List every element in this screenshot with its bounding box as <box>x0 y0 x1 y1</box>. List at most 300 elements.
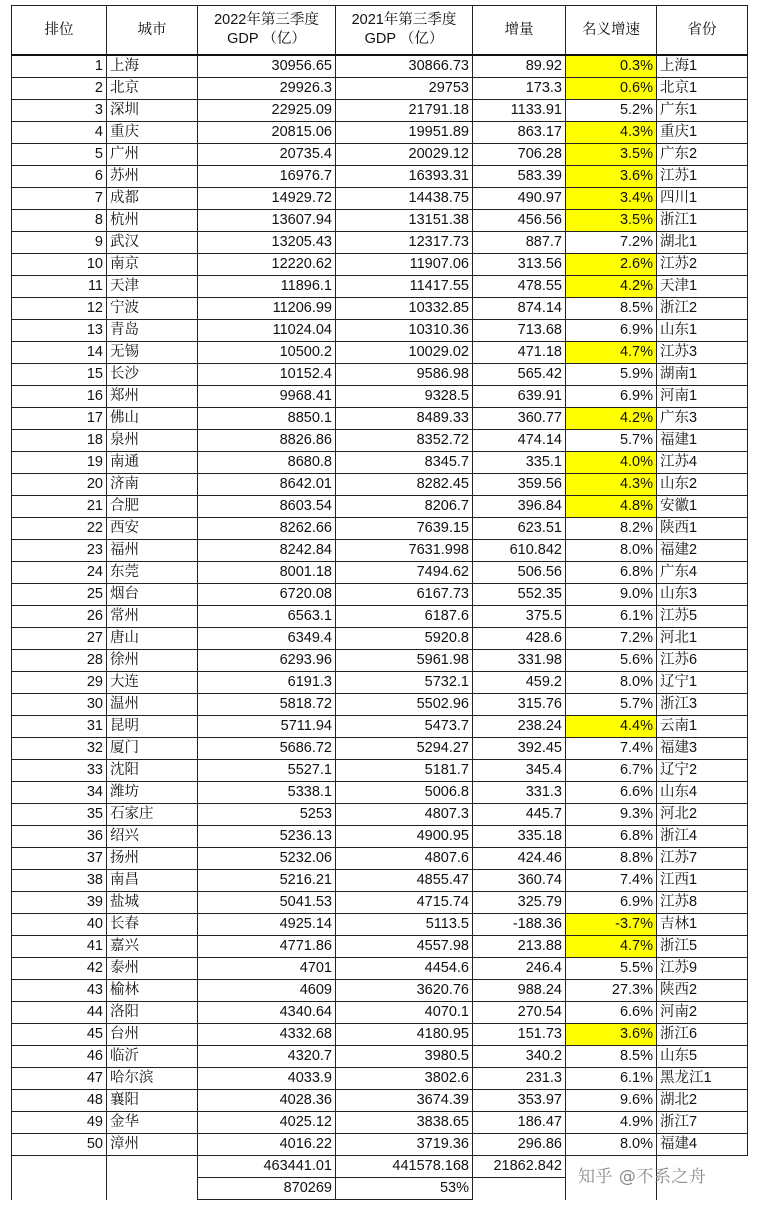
province-cell[interactable]: 湖北2 <box>657 1090 748 1112</box>
growth-rate-cell[interactable]: 6.1% <box>566 1068 657 1090</box>
increase-cell[interactable]: 396.84 <box>473 496 566 518</box>
province-cell[interactable]: 四川1 <box>657 188 748 210</box>
city-cell[interactable]: 杭州 <box>107 210 198 232</box>
rank-cell[interactable]: 41 <box>12 936 107 958</box>
increase-cell[interactable]: 238.24 <box>473 716 566 738</box>
gdp-2021-cell[interactable]: 29753 <box>336 78 473 100</box>
gdp-2021-cell[interactable]: 5181.7 <box>336 760 473 782</box>
increase-cell[interactable]: 231.3 <box>473 1068 566 1090</box>
gdp-2021-cell[interactable]: 7631.998 <box>336 540 473 562</box>
rank-cell[interactable]: 43 <box>12 980 107 1002</box>
growth-rate-cell[interactable]: 8.0% <box>566 540 657 562</box>
increase-cell[interactable]: 478.55 <box>473 276 566 298</box>
growth-rate-cell[interactable]: 5.5% <box>566 958 657 980</box>
growth-rate-cell[interactable]: 6.9% <box>566 386 657 408</box>
city-cell[interactable]: 南通 <box>107 452 198 474</box>
province-cell[interactable]: 广东1 <box>657 100 748 122</box>
province-cell[interactable]: 江西1 <box>657 870 748 892</box>
increase-cell[interactable]: 246.4 <box>473 958 566 980</box>
growth-rate-cell[interactable]: 6.9% <box>566 320 657 342</box>
growth-rate-cell[interactable]: 8.0% <box>566 672 657 694</box>
city-cell[interactable]: 郑州 <box>107 386 198 408</box>
increase-cell[interactable]: 490.97 <box>473 188 566 210</box>
city-cell[interactable]: 北京 <box>107 78 198 100</box>
increase-cell[interactable]: 583.39 <box>473 166 566 188</box>
province-cell[interactable]: 江苏2 <box>657 254 748 276</box>
growth-rate-cell[interactable]: 8.5% <box>566 298 657 320</box>
province-cell[interactable]: 天津1 <box>657 276 748 298</box>
province-cell[interactable]: 江苏5 <box>657 606 748 628</box>
increase-cell[interactable]: 565.42 <box>473 364 566 386</box>
total-gdp-2022[interactable]: 463441.01 <box>198 1156 336 1178</box>
rank-cell[interactable]: 8 <box>12 210 107 232</box>
totals-growth-cell[interactable] <box>566 1156 657 1178</box>
growth-rate-cell[interactable]: 2.6% <box>566 254 657 276</box>
province-cell[interactable]: 上海1 <box>657 55 748 78</box>
province-cell[interactable]: 福建1 <box>657 430 748 452</box>
gdp-2022-cell[interactable]: 4340.64 <box>198 1002 336 1024</box>
city-cell[interactable]: 石家庄 <box>107 804 198 826</box>
gdp-2022-cell[interactable]: 30956.65 <box>198 55 336 78</box>
growth-rate-cell[interactable]: 7.4% <box>566 870 657 892</box>
gdp-2022-cell[interactable]: 4028.36 <box>198 1090 336 1112</box>
province-cell[interactable]: 江苏7 <box>657 848 748 870</box>
gdp-2022-cell[interactable]: 8242.84 <box>198 540 336 562</box>
rank-cell[interactable]: 46 <box>12 1046 107 1068</box>
growth-rate-cell[interactable]: 5.7% <box>566 430 657 452</box>
province-cell[interactable]: 广东2 <box>657 144 748 166</box>
total-increase[interactable]: 21862.842 <box>473 1156 566 1178</box>
province-cell[interactable]: 浙江2 <box>657 298 748 320</box>
rank-cell[interactable]: 15 <box>12 364 107 386</box>
increase-cell[interactable]: 296.86 <box>473 1134 566 1156</box>
province-cell[interactable]: 辽宁2 <box>657 760 748 782</box>
growth-rate-cell[interactable]: 6.9% <box>566 892 657 914</box>
growth-rate-cell[interactable]: 9.6% <box>566 1090 657 1112</box>
province-cell[interactable]: 江苏8 <box>657 892 748 914</box>
city-cell[interactable]: 徐州 <box>107 650 198 672</box>
province-cell[interactable]: 浙江4 <box>657 826 748 848</box>
gdp-2021-cell[interactable]: 6167.73 <box>336 584 473 606</box>
growth-rate-cell[interactable]: 5.6% <box>566 650 657 672</box>
header-growth-rate[interactable]: 名义增速 <box>566 6 657 56</box>
growth-rate-cell[interactable]: 0.3% <box>566 55 657 78</box>
gdp-2021-cell[interactable]: 4807.3 <box>336 804 473 826</box>
rank-cell[interactable]: 25 <box>12 584 107 606</box>
gdp-2021-cell[interactable]: 13151.38 <box>336 210 473 232</box>
increase-cell[interactable]: 863.17 <box>473 122 566 144</box>
gdp-2022-cell[interactable]: 8001.18 <box>198 562 336 584</box>
growth-rate-cell[interactable]: 9.0% <box>566 584 657 606</box>
rank-cell[interactable]: 38 <box>12 870 107 892</box>
extra-growth-cell[interactable] <box>566 1178 657 1200</box>
totals-city-cell[interactable] <box>107 1156 198 1178</box>
gdp-2021-cell[interactable]: 4180.95 <box>336 1024 473 1046</box>
province-cell[interactable]: 福建4 <box>657 1134 748 1156</box>
increase-cell[interactable]: 359.56 <box>473 474 566 496</box>
gdp-2021-cell[interactable]: 5920.8 <box>336 628 473 650</box>
city-cell[interactable]: 无锡 <box>107 342 198 364</box>
gdp-2022-cell[interactable]: 8680.8 <box>198 452 336 474</box>
increase-cell[interactable]: 610.842 <box>473 540 566 562</box>
increase-cell[interactable]: -188.36 <box>473 914 566 936</box>
header-rank[interactable]: 排位 <box>12 6 107 56</box>
gdp-2022-cell[interactable]: 6349.4 <box>198 628 336 650</box>
gdp-2021-cell[interactable]: 5006.8 <box>336 782 473 804</box>
growth-rate-cell[interactable]: 6.1% <box>566 606 657 628</box>
growth-rate-cell[interactable]: 4.4% <box>566 716 657 738</box>
gdp-2022-cell[interactable]: 8603.54 <box>198 496 336 518</box>
growth-rate-cell[interactable]: 3.4% <box>566 188 657 210</box>
gdp-2022-cell[interactable]: 4025.12 <box>198 1112 336 1134</box>
rank-cell[interactable]: 40 <box>12 914 107 936</box>
province-cell[interactable]: 福建2 <box>657 540 748 562</box>
province-cell[interactable]: 江苏3 <box>657 342 748 364</box>
gdp-2022-cell[interactable]: 14929.72 <box>198 188 336 210</box>
rank-cell[interactable]: 3 <box>12 100 107 122</box>
gdp-2021-cell[interactable]: 3719.36 <box>336 1134 473 1156</box>
growth-rate-cell[interactable]: 8.2% <box>566 518 657 540</box>
gdp-2021-cell[interactable]: 6187.6 <box>336 606 473 628</box>
growth-rate-cell[interactable]: 4.2% <box>566 276 657 298</box>
gdp-2022-cell[interactable]: 6293.96 <box>198 650 336 672</box>
rank-cell[interactable]: 10 <box>12 254 107 276</box>
extra-rank-cell[interactable] <box>12 1178 107 1200</box>
city-cell[interactable]: 南京 <box>107 254 198 276</box>
province-cell[interactable]: 黑龙江1 <box>657 1068 748 1090</box>
gdp-2021-cell[interactable]: 20029.12 <box>336 144 473 166</box>
header-gdp-2021[interactable]: 2021年第三季度 GDP （亿） <box>336 6 473 56</box>
province-cell[interactable]: 浙江6 <box>657 1024 748 1046</box>
gdp-2022-cell[interactable]: 6563.1 <box>198 606 336 628</box>
rank-cell[interactable]: 17 <box>12 408 107 430</box>
city-cell[interactable]: 台州 <box>107 1024 198 1046</box>
gdp-2022-cell[interactable]: 5041.53 <box>198 892 336 914</box>
gdp-2021-cell[interactable]: 4557.98 <box>336 936 473 958</box>
province-cell[interactable]: 北京1 <box>657 78 748 100</box>
increase-cell[interactable]: 887.7 <box>473 232 566 254</box>
rank-cell[interactable]: 13 <box>12 320 107 342</box>
increase-cell[interactable]: 639.91 <box>473 386 566 408</box>
gdp-2021-cell[interactable]: 10310.36 <box>336 320 473 342</box>
province-cell[interactable]: 河北2 <box>657 804 748 826</box>
growth-rate-cell[interactable]: 6.6% <box>566 1002 657 1024</box>
increase-cell[interactable]: 713.68 <box>473 320 566 342</box>
gdp-2021-cell[interactable]: 4070.1 <box>336 1002 473 1024</box>
totals-rank-cell[interactable] <box>12 1156 107 1178</box>
rank-cell[interactable]: 39 <box>12 892 107 914</box>
gdp-2022-cell[interactable]: 4332.68 <box>198 1024 336 1046</box>
province-cell[interactable]: 重庆1 <box>657 122 748 144</box>
gdp-2022-cell[interactable]: 4925.14 <box>198 914 336 936</box>
gdp-2021-cell[interactable]: 8206.7 <box>336 496 473 518</box>
city-cell[interactable]: 长春 <box>107 914 198 936</box>
gdp-2021-cell[interactable]: 14438.75 <box>336 188 473 210</box>
gdp-2021-cell[interactable]: 21791.18 <box>336 100 473 122</box>
rank-cell[interactable]: 32 <box>12 738 107 760</box>
gdp-2021-cell[interactable]: 5473.7 <box>336 716 473 738</box>
city-cell[interactable]: 佛山 <box>107 408 198 430</box>
rank-cell[interactable]: 14 <box>12 342 107 364</box>
gdp-2021-cell[interactable]: 3620.76 <box>336 980 473 1002</box>
gdp-2022-cell[interactable]: 4016.22 <box>198 1134 336 1156</box>
increase-cell[interactable]: 360.77 <box>473 408 566 430</box>
increase-cell[interactable]: 988.24 <box>473 980 566 1002</box>
increase-cell[interactable]: 474.14 <box>473 430 566 452</box>
rank-cell[interactable]: 42 <box>12 958 107 980</box>
growth-rate-cell[interactable]: 4.9% <box>566 1112 657 1134</box>
gdp-2022-cell[interactable]: 8850.1 <box>198 408 336 430</box>
rank-cell[interactable]: 2 <box>12 78 107 100</box>
increase-cell[interactable]: 552.35 <box>473 584 566 606</box>
growth-rate-cell[interactable]: 7.2% <box>566 628 657 650</box>
growth-rate-cell[interactable]: 6.7% <box>566 760 657 782</box>
gdp-2022-cell[interactable]: 13205.43 <box>198 232 336 254</box>
city-cell[interactable]: 扬州 <box>107 848 198 870</box>
rank-cell[interactable]: 18 <box>12 430 107 452</box>
gdp-2022-cell[interactable]: 20815.06 <box>198 122 336 144</box>
gdp-2022-cell[interactable]: 11896.1 <box>198 276 336 298</box>
city-cell[interactable]: 漳州 <box>107 1134 198 1156</box>
gdp-2021-cell[interactable]: 12317.73 <box>336 232 473 254</box>
growth-rate-cell[interactable]: 8.5% <box>566 1046 657 1068</box>
rank-cell[interactable]: 7 <box>12 188 107 210</box>
increase-cell[interactable]: 325.79 <box>473 892 566 914</box>
extra-increase-cell[interactable] <box>473 1178 566 1200</box>
gdp-2022-cell[interactable]: 5527.1 <box>198 760 336 782</box>
increase-cell[interactable]: 173.3 <box>473 78 566 100</box>
gdp-2021-cell[interactable]: 8282.45 <box>336 474 473 496</box>
header-city[interactable]: 城市 <box>107 6 198 56</box>
increase-cell[interactable]: 375.5 <box>473 606 566 628</box>
rank-cell[interactable]: 33 <box>12 760 107 782</box>
gdp-2022-cell[interactable]: 8642.01 <box>198 474 336 496</box>
gdp-2021-cell[interactable]: 8345.7 <box>336 452 473 474</box>
province-cell[interactable]: 浙江5 <box>657 936 748 958</box>
gdp-2022-cell[interactable]: 11024.04 <box>198 320 336 342</box>
gdp-2022-cell[interactable]: 6191.3 <box>198 672 336 694</box>
province-cell[interactable]: 江苏6 <box>657 650 748 672</box>
growth-rate-cell[interactable]: 4.3% <box>566 474 657 496</box>
extra-percent-cell[interactable]: 53% <box>336 1178 473 1200</box>
province-cell[interactable]: 山东1 <box>657 320 748 342</box>
rank-cell[interactable]: 21 <box>12 496 107 518</box>
extra-city-cell[interactable] <box>107 1178 198 1200</box>
gdp-2022-cell[interactable]: 5338.1 <box>198 782 336 804</box>
growth-rate-cell[interactable]: 5.2% <box>566 100 657 122</box>
total-gdp-2021[interactable]: 441578.168 <box>336 1156 473 1178</box>
extra-value-cell[interactable]: 870269 <box>198 1178 336 1200</box>
gdp-2021-cell[interactable]: 4454.6 <box>336 958 473 980</box>
rank-cell[interactable]: 35 <box>12 804 107 826</box>
increase-cell[interactable]: 424.46 <box>473 848 566 870</box>
rank-cell[interactable]: 23 <box>12 540 107 562</box>
gdp-2021-cell[interactable]: 4715.74 <box>336 892 473 914</box>
rank-cell[interactable]: 24 <box>12 562 107 584</box>
city-cell[interactable]: 昆明 <box>107 716 198 738</box>
rank-cell[interactable]: 30 <box>12 694 107 716</box>
increase-cell[interactable]: 623.51 <box>473 518 566 540</box>
gdp-2021-cell[interactable]: 16393.31 <box>336 166 473 188</box>
gdp-2021-cell[interactable]: 5961.98 <box>336 650 473 672</box>
city-cell[interactable]: 厦门 <box>107 738 198 760</box>
gdp-2022-cell[interactable]: 4320.7 <box>198 1046 336 1068</box>
gdp-2022-cell[interactable]: 20735.4 <box>198 144 336 166</box>
city-cell[interactable]: 合肥 <box>107 496 198 518</box>
rank-cell[interactable]: 49 <box>12 1112 107 1134</box>
gdp-2022-cell[interactable]: 4033.9 <box>198 1068 336 1090</box>
rank-cell[interactable]: 44 <box>12 1002 107 1024</box>
gdp-2021-cell[interactable]: 9586.98 <box>336 364 473 386</box>
province-cell[interactable]: 河北1 <box>657 628 748 650</box>
gdp-2022-cell[interactable]: 5216.21 <box>198 870 336 892</box>
gdp-2021-cell[interactable]: 11907.06 <box>336 254 473 276</box>
province-cell[interactable]: 浙江7 <box>657 1112 748 1134</box>
rank-cell[interactable]: 50 <box>12 1134 107 1156</box>
city-cell[interactable]: 泉州 <box>107 430 198 452</box>
growth-rate-cell[interactable]: 3.6% <box>566 166 657 188</box>
rank-cell[interactable]: 37 <box>12 848 107 870</box>
increase-cell[interactable]: 335.18 <box>473 826 566 848</box>
gdp-2022-cell[interactable]: 8826.86 <box>198 430 336 452</box>
gdp-2022-cell[interactable]: 4771.86 <box>198 936 336 958</box>
province-cell[interactable]: 河南2 <box>657 1002 748 1024</box>
gdp-2022-cell[interactable]: 5232.06 <box>198 848 336 870</box>
increase-cell[interactable]: 151.73 <box>473 1024 566 1046</box>
gdp-2021-cell[interactable]: 30866.73 <box>336 55 473 78</box>
city-cell[interactable]: 唐山 <box>107 628 198 650</box>
city-cell[interactable]: 盐城 <box>107 892 198 914</box>
gdp-2021-cell[interactable]: 5294.27 <box>336 738 473 760</box>
totals-province-cell[interactable] <box>657 1156 748 1178</box>
growth-rate-cell[interactable]: 5.9% <box>566 364 657 386</box>
rank-cell[interactable]: 20 <box>12 474 107 496</box>
province-cell[interactable]: 福建3 <box>657 738 748 760</box>
gdp-2022-cell[interactable]: 12220.62 <box>198 254 336 276</box>
province-cell[interactable]: 山东2 <box>657 474 748 496</box>
increase-cell[interactable]: 345.4 <box>473 760 566 782</box>
province-cell[interactable]: 湖北1 <box>657 232 748 254</box>
city-cell[interactable]: 烟台 <box>107 584 198 606</box>
city-cell[interactable]: 温州 <box>107 694 198 716</box>
increase-cell[interactable]: 340.2 <box>473 1046 566 1068</box>
growth-rate-cell[interactable]: 9.3% <box>566 804 657 826</box>
growth-rate-cell[interactable]: 27.3% <box>566 980 657 1002</box>
city-cell[interactable]: 东莞 <box>107 562 198 584</box>
city-cell[interactable]: 成都 <box>107 188 198 210</box>
increase-cell[interactable]: 456.56 <box>473 210 566 232</box>
gdp-2022-cell[interactable]: 6720.08 <box>198 584 336 606</box>
city-cell[interactable]: 临沂 <box>107 1046 198 1068</box>
growth-rate-cell[interactable]: 4.7% <box>566 936 657 958</box>
increase-cell[interactable]: 428.6 <box>473 628 566 650</box>
city-cell[interactable]: 沈阳 <box>107 760 198 782</box>
gdp-2022-cell[interactable]: 5818.72 <box>198 694 336 716</box>
gdp-2021-cell[interactable]: 10029.02 <box>336 342 473 364</box>
city-cell[interactable]: 重庆 <box>107 122 198 144</box>
city-cell[interactable]: 青岛 <box>107 320 198 342</box>
gdp-2021-cell[interactable]: 5502.96 <box>336 694 473 716</box>
city-cell[interactable]: 福州 <box>107 540 198 562</box>
city-cell[interactable]: 常州 <box>107 606 198 628</box>
province-cell[interactable]: 云南1 <box>657 716 748 738</box>
city-cell[interactable]: 泰州 <box>107 958 198 980</box>
province-cell[interactable]: 广东4 <box>657 562 748 584</box>
growth-rate-cell[interactable]: 8.0% <box>566 1134 657 1156</box>
province-cell[interactable]: 山东5 <box>657 1046 748 1068</box>
growth-rate-cell[interactable]: 6.8% <box>566 562 657 584</box>
increase-cell[interactable]: 445.7 <box>473 804 566 826</box>
gdp-2022-cell[interactable]: 16976.7 <box>198 166 336 188</box>
gdp-2021-cell[interactable]: 4807.6 <box>336 848 473 870</box>
rank-cell[interactable]: 1 <box>12 55 107 78</box>
gdp-2022-cell[interactable]: 11206.99 <box>198 298 336 320</box>
gdp-2021-cell[interactable]: 8352.72 <box>336 430 473 452</box>
province-cell[interactable]: 山东4 <box>657 782 748 804</box>
rank-cell[interactable]: 11 <box>12 276 107 298</box>
city-cell[interactable]: 榆林 <box>107 980 198 1002</box>
increase-cell[interactable]: 360.74 <box>473 870 566 892</box>
rank-cell[interactable]: 22 <box>12 518 107 540</box>
province-cell[interactable]: 陕西1 <box>657 518 748 540</box>
rank-cell[interactable]: 6 <box>12 166 107 188</box>
growth-rate-cell[interactable]: 4.3% <box>566 122 657 144</box>
rank-cell[interactable]: 28 <box>12 650 107 672</box>
growth-rate-cell[interactable]: 4.7% <box>566 342 657 364</box>
gdp-2022-cell[interactable]: 5711.94 <box>198 716 336 738</box>
rank-cell[interactable]: 26 <box>12 606 107 628</box>
increase-cell[interactable]: 706.28 <box>473 144 566 166</box>
city-cell[interactable]: 天津 <box>107 276 198 298</box>
growth-rate-cell[interactable]: -3.7% <box>566 914 657 936</box>
rank-cell[interactable]: 9 <box>12 232 107 254</box>
gdp-2022-cell[interactable]: 5686.72 <box>198 738 336 760</box>
province-cell[interactable]: 江苏1 <box>657 166 748 188</box>
gdp-2022-cell[interactable]: 5236.13 <box>198 826 336 848</box>
gdp-2022-cell[interactable]: 5253 <box>198 804 336 826</box>
city-cell[interactable]: 宁波 <box>107 298 198 320</box>
growth-rate-cell[interactable]: 3.5% <box>566 144 657 166</box>
gdp-2022-cell[interactable]: 10500.2 <box>198 342 336 364</box>
growth-rate-cell[interactable]: 4.8% <box>566 496 657 518</box>
increase-cell[interactable]: 213.88 <box>473 936 566 958</box>
city-cell[interactable]: 上海 <box>107 55 198 78</box>
rank-cell[interactable]: 29 <box>12 672 107 694</box>
city-cell[interactable]: 洛阳 <box>107 1002 198 1024</box>
province-cell[interactable]: 安徽1 <box>657 496 748 518</box>
gdp-2021-cell[interactable]: 9328.5 <box>336 386 473 408</box>
increase-cell[interactable]: 331.98 <box>473 650 566 672</box>
city-cell[interactable]: 武汉 <box>107 232 198 254</box>
increase-cell[interactable]: 331.3 <box>473 782 566 804</box>
province-cell[interactable]: 浙江3 <box>657 694 748 716</box>
gdp-2022-cell[interactable]: 8262.66 <box>198 518 336 540</box>
header-increase[interactable]: 增量 <box>473 6 566 56</box>
province-cell[interactable]: 江苏4 <box>657 452 748 474</box>
increase-cell[interactable]: 506.56 <box>473 562 566 584</box>
rank-cell[interactable]: 27 <box>12 628 107 650</box>
city-cell[interactable]: 苏州 <box>107 166 198 188</box>
growth-rate-cell[interactable]: 3.6% <box>566 1024 657 1046</box>
province-cell[interactable]: 广东3 <box>657 408 748 430</box>
province-cell[interactable]: 辽宁1 <box>657 672 748 694</box>
rank-cell[interactable]: 16 <box>12 386 107 408</box>
city-cell[interactable]: 西安 <box>107 518 198 540</box>
increase-cell[interactable]: 459.2 <box>473 672 566 694</box>
province-cell[interactable]: 湖南1 <box>657 364 748 386</box>
growth-rate-cell[interactable]: 0.6% <box>566 78 657 100</box>
increase-cell[interactable]: 270.54 <box>473 1002 566 1024</box>
